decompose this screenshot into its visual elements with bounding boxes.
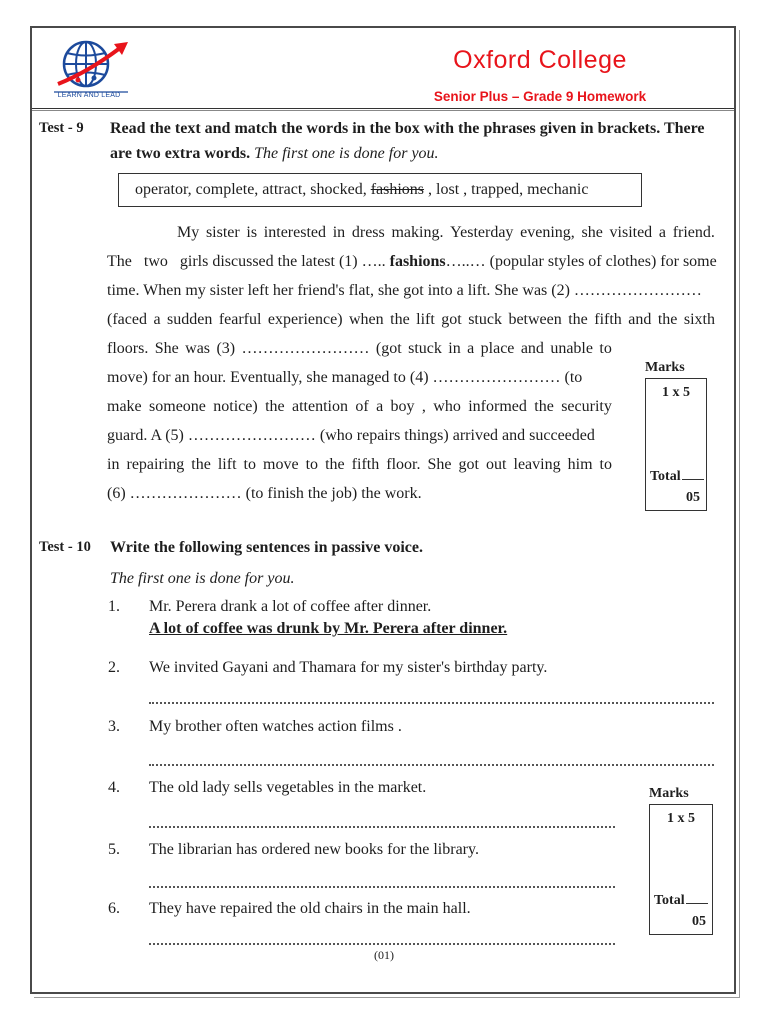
passage-word: floors. — [107, 340, 149, 357]
test-10-marks-score: 1 x 5 — [667, 811, 695, 826]
passage-word: interested — [263, 224, 326, 241]
item-sentence: Mr. Perera drank a lot of coffee after dinner. — [149, 598, 432, 615]
passage-word: move — [263, 456, 299, 473]
answer-line[interactable] — [149, 943, 615, 945]
item-number: 2. — [108, 659, 120, 676]
passage-word: dress — [351, 224, 385, 241]
test-10-instruction: Write the following sentences in passive voice. — [110, 539, 424, 556]
passage-word: visited — [609, 224, 653, 241]
passage-word: when — [349, 311, 384, 328]
passage-word: move) for an hour. Eventually, she managed to (4) …………………… (to — [107, 369, 583, 386]
passage-line — [107, 218, 715, 247]
passage-word: the — [325, 456, 345, 473]
passage-word: time. When my sister left her friend's flat, she got into a lift. She was (2) …………………… — [107, 282, 702, 299]
passage-line — [107, 276, 715, 305]
passage-word: out — [486, 456, 507, 473]
passage-word: she — [581, 224, 603, 241]
passage-word: sister — [205, 224, 240, 241]
passage-word: and — [520, 340, 544, 357]
page-number: (01) — [374, 948, 394, 962]
answer-line[interactable] — [149, 886, 615, 888]
passage-word: My — [177, 224, 200, 241]
passage-word: place — [480, 340, 515, 357]
passage-word: , — [421, 398, 426, 415]
passage-word: sudden — [167, 311, 213, 328]
passage-word: the — [191, 456, 211, 473]
passage-word: lift — [217, 456, 237, 473]
test-9-example-note: The first one is done for you. — [254, 145, 439, 162]
passage-word: got — [458, 456, 479, 473]
test-9-total-line — [650, 469, 704, 485]
test-9-total-value: 05 — [686, 490, 700, 505]
header-divider-secondary — [32, 110, 734, 111]
passage-word: She — [427, 456, 452, 473]
passage-word: the — [390, 311, 410, 328]
passage-line — [107, 363, 612, 392]
passage-word: guard. A (5) …………………… (who repairs things) arrived and succeeded — [107, 427, 595, 444]
homework-subtitle: Senior Plus – Grade 9 Homework — [433, 89, 647, 104]
passage-word: (got — [375, 340, 402, 357]
passage-word: Yesterday — [450, 224, 514, 241]
header-divider — [32, 108, 734, 109]
passage-word: stuck — [468, 311, 502, 328]
passage-word: to — [243, 456, 256, 473]
test-10-marks-label: Marks — [649, 786, 689, 801]
passage-word: sixth — [683, 311, 715, 328]
test-10-total-line — [654, 893, 708, 909]
test-9-label: Test - 9 — [39, 120, 84, 136]
passage-word: informed — [468, 398, 527, 415]
passage-word: two — [143, 253, 168, 270]
passage-word: …..… (popular styles of clothes) for some — [445, 253, 717, 270]
passage-word: between — [508, 311, 562, 328]
passage-answer-example: fashions — [389, 253, 446, 270]
test-10-marks-box — [649, 804, 713, 935]
passage-word: to — [599, 456, 612, 473]
passage-word: a — [467, 340, 475, 357]
college-name: Oxford College — [453, 46, 627, 74]
passage-word: girls discussed the latest (1) ….. — [179, 253, 386, 270]
passage-word: fifth — [351, 456, 380, 473]
word-box-words-after: , lost , trapped, mechanic — [424, 181, 589, 198]
passage-word: stuck — [408, 340, 442, 357]
passage-word: him — [567, 456, 593, 473]
passage-word: a — [153, 311, 161, 328]
passage-word: in — [332, 224, 346, 241]
passage-word: evening, — [520, 224, 575, 241]
test-9-marks-label: Marks — [645, 360, 685, 375]
passage-word: who — [433, 398, 461, 415]
passage-line — [107, 334, 612, 363]
passage-word: of — [355, 398, 369, 415]
test-9-total-label: Total — [650, 469, 681, 484]
passage-word: a — [658, 224, 666, 241]
passage-word: friend. — [672, 224, 715, 241]
passage-word: in — [107, 456, 120, 473]
item-number: 1. — [108, 598, 120, 615]
passage-word: the — [568, 311, 588, 328]
passage-word: attention — [292, 398, 348, 415]
word-box-struck-word: fashions — [370, 181, 425, 198]
passage-word: fearful — [218, 311, 262, 328]
passage-word: lift — [416, 311, 435, 328]
passage-word: fifth — [594, 311, 622, 328]
passage-word: leaving — [513, 456, 561, 473]
item-number: 6. — [108, 900, 120, 917]
item-sentence: They have repaired the old chairs in the main hall. — [149, 900, 471, 917]
item-number: 4. — [108, 779, 120, 796]
test-9-marks-box — [645, 378, 707, 511]
passage-line — [107, 450, 612, 479]
passage-word: the — [657, 311, 678, 328]
passage-word: to — [599, 340, 612, 357]
item-number: 5. — [108, 841, 120, 858]
passage-line — [107, 421, 612, 450]
passage-word: notice) — [213, 398, 258, 415]
answer-line[interactable] — [149, 702, 714, 704]
item-sentence: The old lady sells vegetables in the market. — [149, 779, 427, 796]
passage-word: (3) — [216, 340, 236, 357]
passage-word: a — [376, 398, 384, 415]
word-box-words-before: operator, complete, attract, shocked, — [135, 181, 371, 198]
item-sentence: We invited Gayani and Thamara for my sister's birthday party. — [149, 659, 548, 676]
item-sentence: The librarian has ordered new books for the library. — [149, 841, 479, 858]
passage-word: is — [246, 224, 258, 241]
test-10-label: Test - 10 — [39, 539, 91, 555]
passage-word: unable — [550, 340, 593, 357]
word-box — [118, 173, 642, 207]
passage-word: in — [448, 340, 461, 357]
passage-word: make — [107, 398, 142, 415]
passage-word: floor. — [386, 456, 421, 473]
passage-word: …………………… — [241, 340, 370, 357]
passage-word: got — [441, 311, 462, 328]
test-9-passage — [107, 218, 715, 508]
passage-word: (faced — [107, 311, 147, 328]
passage-word: making. — [391, 224, 444, 241]
answer-line[interactable] — [149, 764, 714, 766]
passage-word: and — [628, 311, 652, 328]
item-answer-example: A lot of coffee was drunk by Mr. Perera after dinner. — [149, 620, 508, 637]
test-9-instruction — [110, 116, 720, 166]
passage-word: someone — [149, 398, 206, 415]
logo-tagline: LEARN AND LEAD — [57, 92, 121, 99]
passage-word: the — [265, 398, 285, 415]
item-sentence: My brother often watches action films . — [149, 718, 402, 735]
passage-word: security — [561, 398, 612, 415]
answer-line[interactable] — [149, 826, 615, 828]
test-10-total-label: Total — [654, 893, 685, 908]
test-10-example-note: The first one is done for you. — [110, 570, 295, 587]
test-9-instruction-line2: are two extra words. — [110, 145, 251, 162]
item-number: 3. — [108, 718, 120, 735]
passage-line — [107, 479, 612, 508]
passage-word: boy — [390, 398, 415, 415]
test-9-instruction-line1: Read the text and match the words in the box with the phrases given in brackets. There — [110, 120, 705, 137]
passage-word: (6) ………………… (to finish the job) the work. — [107, 485, 422, 502]
passage-word: the — [534, 398, 554, 415]
passage-word: repairing — [126, 456, 185, 473]
passage-line — [107, 247, 715, 276]
passage-word: She — [154, 340, 179, 357]
passage-word: was — [185, 340, 211, 357]
passage-line — [107, 392, 612, 421]
passage-word: experience) — [267, 311, 343, 328]
passage-word: to — [305, 456, 319, 473]
test-10-total-value: 05 — [692, 914, 706, 929]
passage-word: The — [107, 253, 132, 270]
passage-line — [107, 305, 715, 334]
test-9-marks-score: 1 x 5 — [662, 385, 690, 400]
